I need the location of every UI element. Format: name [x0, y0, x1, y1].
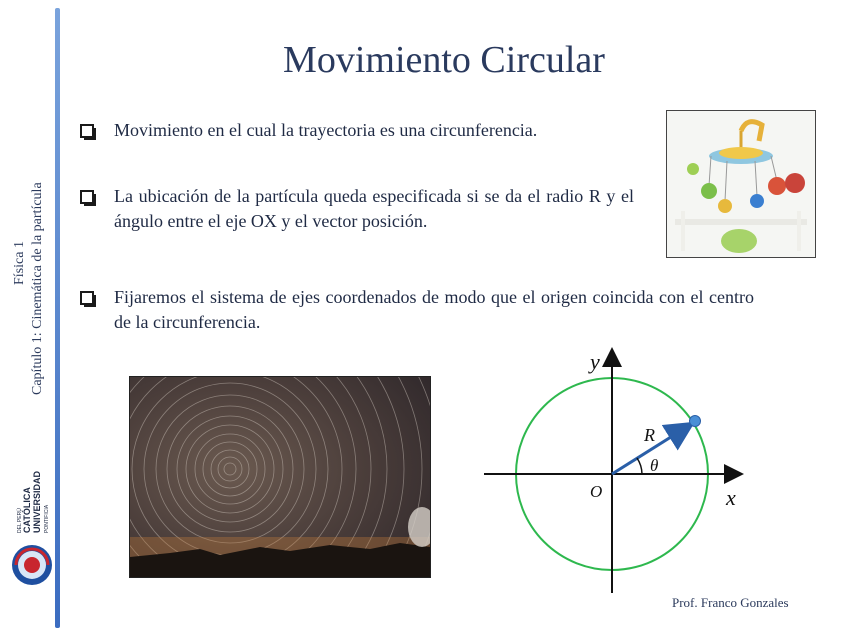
bullet-1 [114, 118, 646, 143]
y-axis-label: y [590, 349, 600, 374]
angle-label: θ [650, 456, 659, 475]
logo-text-1: PONTIFICIA [44, 504, 50, 533]
sidebar-chapter: Capítulo 1: Cinemática de la partícula [30, 182, 45, 395]
bullet-2 [114, 184, 634, 234]
angle-arc [637, 458, 642, 474]
checkbox-bullet-icon [80, 291, 94, 305]
radius-label: R [644, 425, 655, 445]
logo-text-4: DEL PERÚ [17, 508, 23, 533]
particle-point [690, 416, 701, 427]
baby-mobile-photo [666, 110, 816, 258]
logo-text-2: UNIVERSIDAD [32, 470, 42, 533]
logo-seal-icon [12, 545, 52, 585]
sidebar-course: Física 1 [12, 241, 27, 285]
origin-label: O [590, 482, 603, 501]
checkbox-bullet-icon [80, 190, 94, 204]
bullet-3-text: Fijaremos el sistema de ejes coordenados de modo que el origen coincida con el centro de la circunferencia. [114, 287, 754, 332]
bullet-3 [114, 285, 754, 335]
bullet-2-text: La ubicación de la partícula queda especificada si se da el radio R y el ángulo entre el eje OX y el vector posición. [114, 186, 634, 231]
x-axis-label: x [726, 485, 736, 510]
slide-title: Movimiento Circular [283, 39, 605, 81]
circular-motion-diagram [478, 345, 748, 595]
star-trails-photo [129, 376, 431, 578]
university-logo [8, 455, 56, 595]
bullet-1-text: Movimiento en el cual la trayectoria es una circunferencia. [114, 120, 538, 140]
checkbox-bullet-icon [80, 124, 94, 138]
footer-author: Prof. Franco Gonzales [672, 595, 789, 610]
logo-text-3: CATÓLICA [22, 487, 32, 533]
